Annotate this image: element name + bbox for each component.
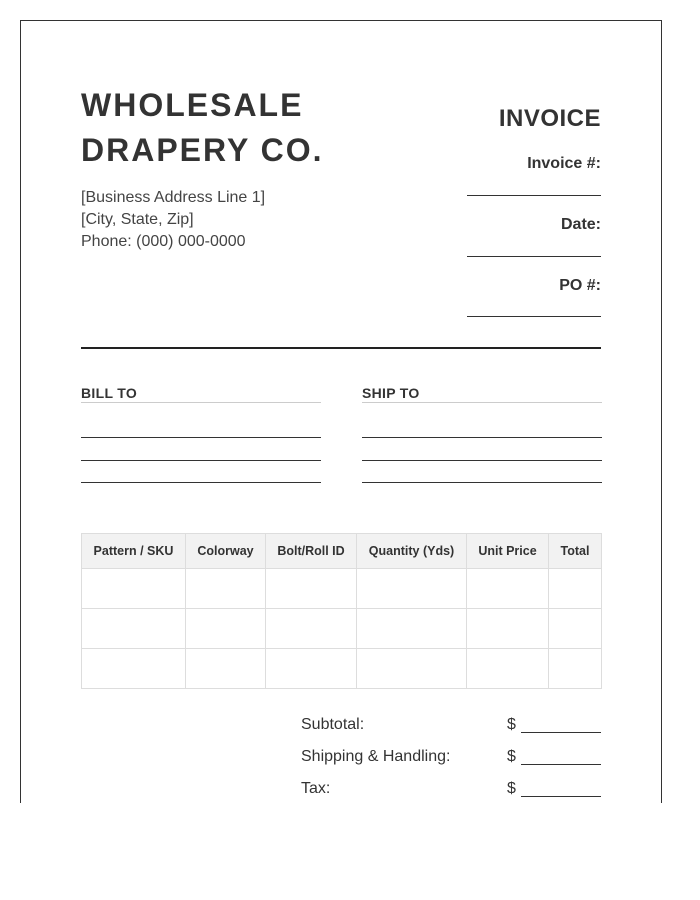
company-phone: Phone: (000) 000-0000 — [81, 233, 246, 250]
ship-to-label: SHIP TO — [362, 385, 420, 401]
table-cell[interactable] — [549, 649, 602, 689]
tax-currency: $ — [507, 780, 516, 797]
table-cell[interactable] — [467, 649, 549, 689]
header-divider — [81, 347, 601, 349]
table-cell[interactable] — [357, 609, 467, 649]
invoice-page — [20, 20, 662, 803]
table-row — [82, 569, 602, 609]
shipping-field[interactable] — [521, 764, 601, 765]
column-header-pattern-sku: Pattern / SKU — [82, 534, 186, 569]
table-cell[interactable] — [82, 609, 186, 649]
address-line-1: [Business Address Line 1] — [81, 189, 266, 206]
bill-to-line-2[interactable] — [81, 460, 321, 461]
table-row — [82, 609, 602, 649]
table-cell[interactable] — [357, 649, 467, 689]
bill-to-line-1[interactable] — [81, 437, 321, 438]
bill-to-rule — [81, 402, 321, 403]
table-cell[interactable] — [82, 569, 186, 609]
column-header-unit-price: Unit Price — [467, 534, 549, 569]
shipping-handling-label: Shipping & Handling: — [301, 748, 451, 765]
table-cell[interactable] — [467, 609, 549, 649]
bill-to-label: BILL TO — [81, 385, 138, 401]
ship-to-line-1[interactable] — [362, 437, 602, 438]
address-line-2: [City, State, Zip] — [81, 211, 194, 228]
po-number-label: PO #: — [559, 277, 601, 294]
table-cell[interactable] — [266, 649, 357, 689]
company-name-line-1: WHOLESALE — [81, 87, 304, 123]
tax-label: Tax: — [301, 780, 331, 797]
table-cell[interactable] — [266, 609, 357, 649]
invoice-number-field[interactable] — [467, 195, 601, 196]
table-header-row — [82, 534, 602, 569]
company-address — [81, 187, 265, 253]
column-header-bolt-roll-id: Bolt/Roll ID — [266, 534, 357, 569]
table-cell[interactable] — [467, 569, 549, 609]
po-number-field[interactable] — [467, 316, 601, 317]
table-cell[interactable] — [186, 569, 266, 609]
table-cell[interactable] — [186, 609, 266, 649]
line-items-table — [81, 533, 602, 689]
shipping-currency: $ — [507, 748, 516, 765]
subtotal-field[interactable] — [521, 732, 601, 733]
invoice-title: INVOICE — [498, 105, 601, 132]
tax-field[interactable] — [521, 796, 601, 797]
ship-to-rule — [362, 402, 602, 403]
date-label: Date: — [560, 216, 601, 233]
company-name-line-2: DRAPERY CO. — [81, 132, 324, 168]
table-cell[interactable] — [549, 569, 602, 609]
table-cell[interactable] — [82, 649, 186, 689]
table-row — [82, 649, 602, 689]
company-name — [81, 83, 323, 173]
table-cell[interactable] — [549, 609, 602, 649]
bill-to-line-3[interactable] — [81, 482, 321, 483]
table-cell[interactable] — [186, 649, 266, 689]
invoice-number-label: Invoice #: — [527, 155, 601, 172]
ship-to-line-3[interactable] — [362, 482, 602, 483]
subtotal-label: Subtotal: — [301, 716, 365, 733]
table-cell[interactable] — [357, 569, 467, 609]
ship-to-line-2[interactable] — [362, 460, 602, 461]
table-cell[interactable] — [266, 569, 357, 609]
column-header-total: Total — [549, 534, 602, 569]
column-header-colorway: Colorway — [186, 534, 266, 569]
column-header-quantity: Quantity (Yds) — [357, 534, 467, 569]
date-field[interactable] — [467, 256, 601, 257]
subtotal-currency: $ — [507, 716, 516, 733]
